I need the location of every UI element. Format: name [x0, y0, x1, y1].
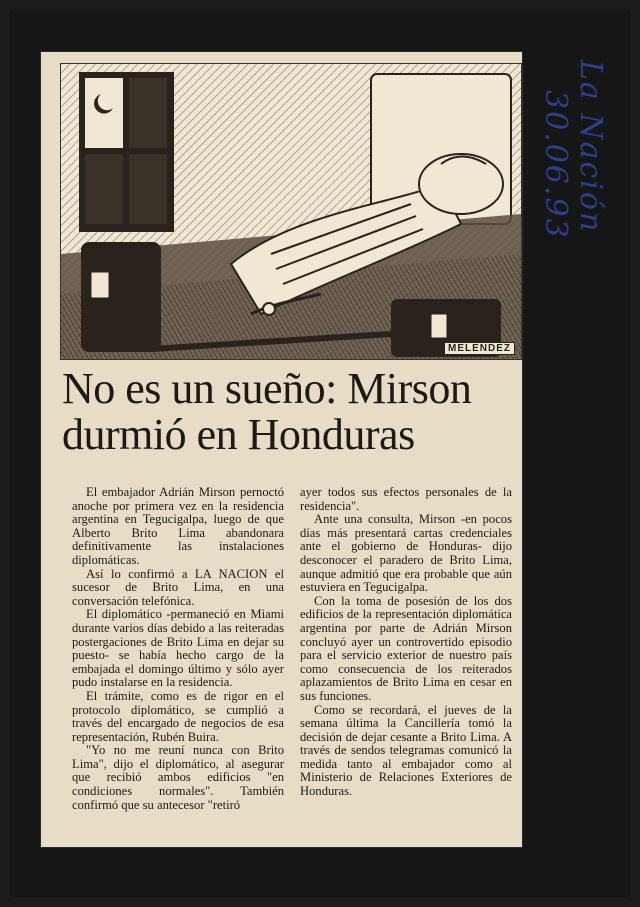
sleeper-head [419, 154, 503, 214]
paragraph: ayer todos sus efectos personales de la residencia". [300, 485, 512, 513]
headline-line-2: durmió en Honduras [62, 410, 415, 459]
paragraph: El trámite, como es de rigor en el protocolo diplomático, se cumplió a través del encargado de negocios de esa representación, Rubén Buira. [72, 688, 284, 744]
headline-line-1: No es un sueño: Mirson [62, 364, 472, 413]
paragraph: Ante una consulta, Mirson -en pocos días más presentará cartas credenciales ante el gobierno de Honduras- dijo desconocer el paradero de Brito Lima, aunque admitió que era probable que aún estuviera en Tegucigalpa. [300, 512, 512, 595]
paragraph: El diplomático -permaneció en Miami durante varios días debido a las reiteradas postergaciones de Brito Lima en dejar su puesto- se había hecho cargo de la embajada el domingo último y sólo ayer pudo instalarse en la residencia. [72, 607, 284, 690]
cartoon-illustration [60, 63, 522, 360]
handwritten-publication: La Nación [573, 60, 608, 234]
article-column-1 [72, 486, 284, 812]
cartoon-drawing [61, 64, 521, 359]
article-column-2 [300, 486, 512, 799]
artist-signature: MELENDEZ [444, 342, 515, 355]
paragraph: "Yo no me reuní nunca con Brito Lima", dijo el diplomático, al asegurar que recibió ambos edificios "en condiciones normales". También confirmó que su antecesor "retiró [72, 743, 284, 812]
article-headline [62, 366, 518, 458]
handwritten-date: 30.06.93 [538, 90, 573, 240]
paragraph: Así lo confirmó a LA NACION el sucesor de Brito Lima, en una conversación telefónica. [72, 566, 284, 608]
handwritten-annotation [528, 60, 608, 420]
paragraph: Como se recordará, el jueves de la semana última la Cancillería tomó la decisión de dejar cesante a Brito Lima. A través de sendos telegramas comunicó la medida tanto al embajador como al Ministerio de Relaciones Exteriores de Honduras. [300, 702, 512, 799]
paragraph: Con la toma de posesión de los dos edificios de la representación diplomática argentina por parte de Adrián Mirson concluyó ayer un controvertido episodio para el servicio exterior de nuestro país como consecuencia de los reiterados aplazamientos de Brito Lima en cesar en sus funciones. [300, 593, 512, 703]
paragraph: El embajador Adrián Mirson pernoctó anoche por primera vez en la residencia argentina en Tegucigalpa, luego de que Alberto Brito Lima abandonara definitivamente las instalaciones diplomáticas. [72, 485, 284, 567]
